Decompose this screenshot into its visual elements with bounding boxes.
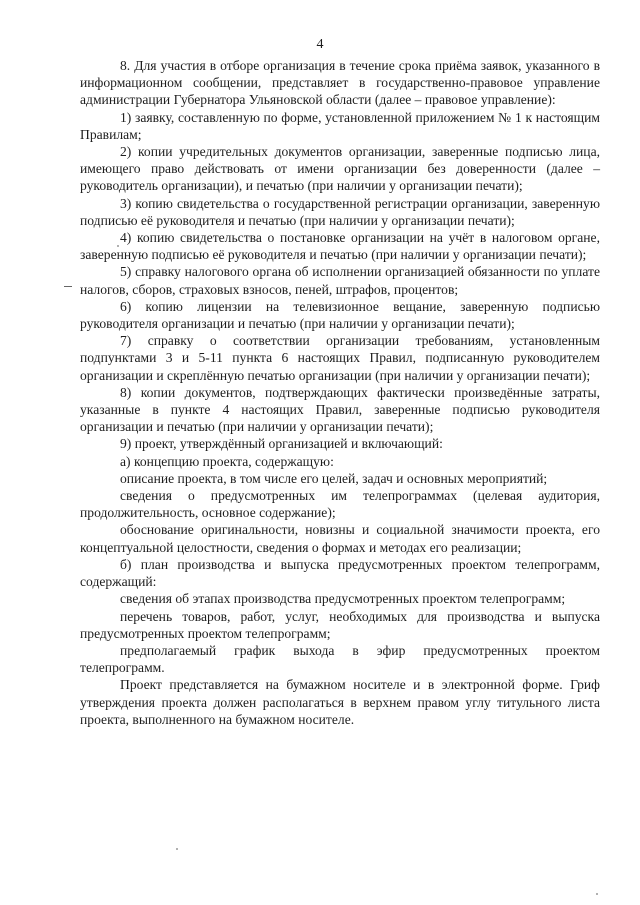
list-item-9: 9) проект, утверждённый организацией и включающий: [120, 436, 443, 452]
paragraph-intro: 8. Для участия в отборе организация в течение срока приёма заявок, указанного в информационном сообщении, представляет в государственно-правовое управление администрации Губернатора Ульяновской области (далее – правовое управление): [80, 58, 600, 108]
sub-item-b-goods: перечень товаров, работ, услуг, необходимых для производства и выпуска предусмотренных проектом телепрограмм; [80, 608, 600, 641]
scan-mark [64, 286, 72, 287]
page-number: 4 [316, 37, 324, 52]
list-item-6: 6) копию лицензии на телевизионное вещание, заверенную подписью руководителя организации и печатью (при наличии у организации печати); [80, 298, 600, 332]
sub-item-a: а) концепцию проекта, содержащую: [120, 453, 334, 469]
list-item-5: 5) справку налогового органа об исполнении организацией обязанности по уплате налогов, сборов, страховых взносов, пеней, штрафов, процентов; [80, 264, 600, 297]
sub-item-b-schedule: предполагаемый график выхода в эфир предусмотренных проектом телепрограмм. [80, 642, 600, 676]
list-item-4: 4) копию свидетельства о постановке организации на учёт в налоговом органе, заверенную подписью её руководителя и печатью (при наличии у организации печати); [80, 230, 600, 263]
sub-item-a-justification: обоснование оригинальности, новизны и социальной значимости проекта, его концептуальной целостности, сведения о формах и методах его реализации; [80, 522, 600, 555]
sub-item-a-programs: сведения о предусмотренных им телепрограммах (целевая аудитория, продолжительность, основное содержание); [80, 488, 600, 521]
sub-item-a-description: описание проекта, в том числе его целей, задач и основных мероприятий; [120, 470, 548, 486]
list-item-7: 7) справку о соответствии организации требованиям, установленным подпунктами 3 и 5-11 пункта 6 настоящих Правил, подписанную руководителем организации и скреплённую печатью организации (при наличии у организации печати); [80, 333, 600, 383]
list-item-3: 3) копию свидетельства о государственной регистрации организации, заверенную подписью её руководителя и печатью (при наличии у организации печати); [80, 195, 600, 228]
list-item-1: 1) заявку, составленную по форме, установленной приложением № 1 к настоящим Правилам; [80, 109, 600, 142]
sub-item-b-stages: сведения об этапах производства предусмотренных проектом телепрограмм; [120, 591, 566, 607]
scan-speck [176, 848, 178, 850]
scan-speck [117, 245, 119, 247]
scan-speck [596, 893, 598, 895]
list-item-8: 8) копии документов, подтверждающих фактически произведённые затраты, указанные в пункте 4 настоящих Правил, заверенные подписью руководителя организации и печатью (при наличии у организации печати); [80, 384, 600, 435]
list-item-2: 2) копии учредительных документов организации, заверенные подписью лица, имеющего право действовать от имени организации без доверенности (далее – руководитель организации), и печатью (при наличии у организации печати); [80, 144, 600, 194]
document-body [80, 57, 600, 728]
sub-item-b: б) план производства и выпуска предусмотренных проектом телепрограмм, содержащий: [80, 556, 600, 590]
closing-paragraph: Проект представляется на бумажном носителе и в электронной форме. Гриф утверждения проекта должен располагаться в верхнем правом углу титульного листа проекта, выполненного на бумажном носителе. [80, 677, 600, 727]
